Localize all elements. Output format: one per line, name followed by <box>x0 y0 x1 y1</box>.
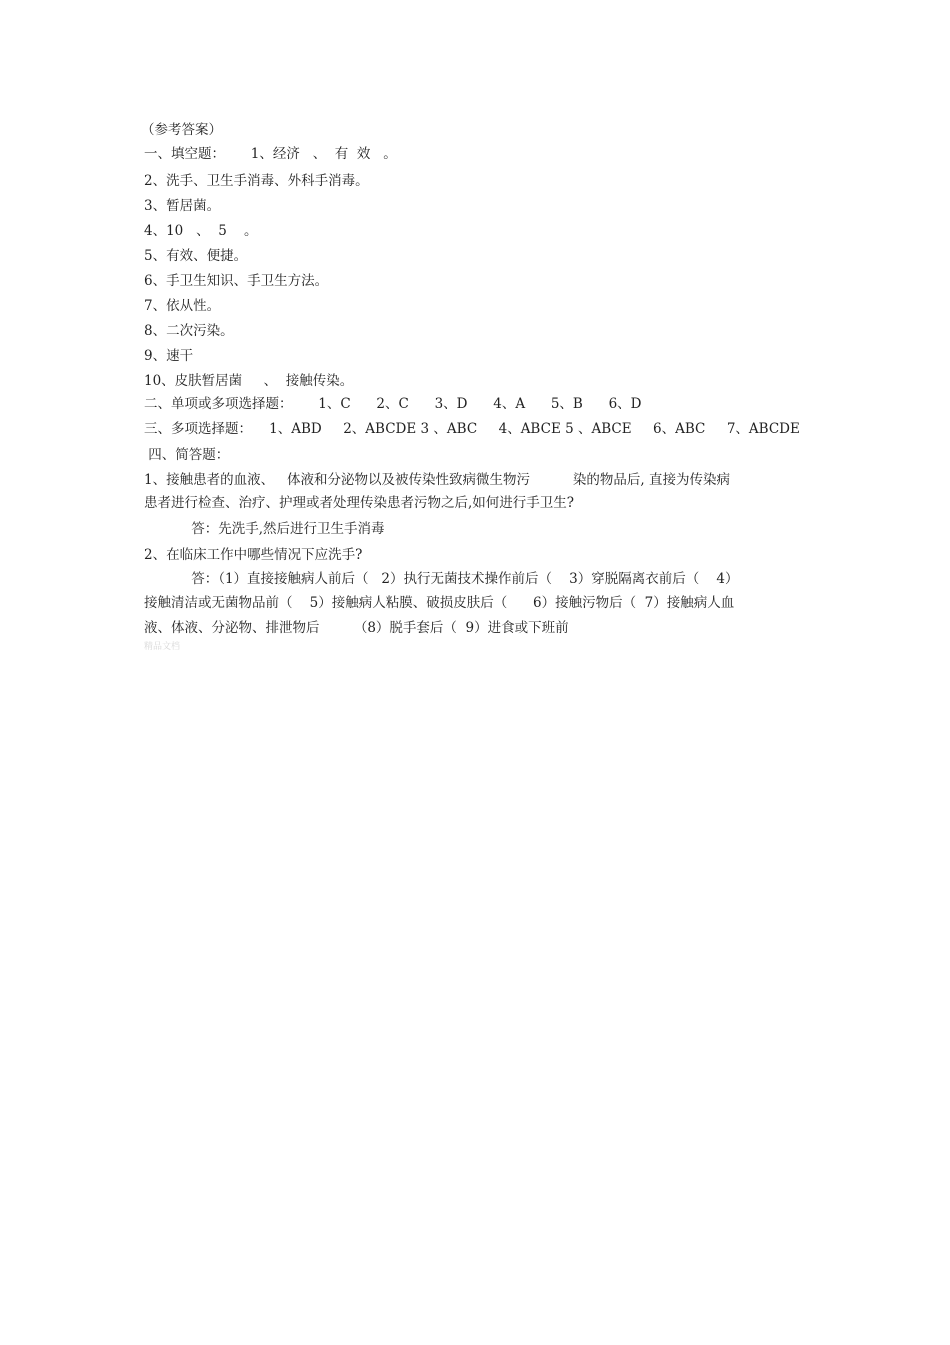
answer-line-4: 4、10 、 5 。 <box>144 223 258 239</box>
answer-2-line-1: 答：（1）直接接触病人前后（ 2）执行无菌技术操作前后（ 3）穿脱隔离衣前后（ 4） <box>144 571 739 587</box>
faint-footer-text: 精品文档 <box>144 642 181 652</box>
answer-2-line-2: 接触清洁或无菌物品前（ 5）接触病人粘膜、破损皮肤后（ 6）接触污物后（ 7）接触病人血 <box>144 595 735 611</box>
question-1-line-2: 患者进行检查、治疗、护理或者处理传染患者污物之后,如何进行手卫生? <box>144 495 575 511</box>
short-answer-heading: 四、简答题： <box>144 447 230 463</box>
answer-heading: （参考答案） <box>141 122 222 138</box>
answer-2-line-3: 液、体液、分泌物、排泄物后 （8）脱手套后（ 9）进食或下班前 <box>144 620 569 636</box>
answer-line-6: 6、手卫生知识、手卫生方法。 <box>144 273 329 289</box>
answer-line-8: 8、二次污染。 <box>144 323 234 339</box>
question-2: 2、在临床工作中哪些情况下应洗手? <box>144 547 363 563</box>
answer-1: 答：先洗手,然后进行卫生手消毒 <box>144 521 385 537</box>
answer-line-9: 9、速干 <box>144 348 194 364</box>
fill-blank-heading: 一、填空题： 1、经济 、 有 效 。 <box>144 146 397 162</box>
answer-line-2: 2、洗手、卫生手消毒、外科手消毒。 <box>144 173 369 189</box>
question-1-line-1: 1、接触患者的血液、 体液和分泌物以及被传染性致病微生物污 染的物品后, 直接为传染病 <box>144 472 730 488</box>
multi-choice-answers: 三、多项选择题： 1、ABD 2、ABCDE 3 、ABC 4、ABCE 5 、ABCE 6、ABC 7、ABCDE <box>144 421 800 437</box>
answer-line-10: 10、皮肤暂居菌 、 接触传染。 <box>144 373 354 389</box>
single-choice-answers: 二、单项或多项选择题： 1、C 2、C 3、D 4、A 5、B 6、D <box>144 396 642 412</box>
answer-line-5: 5、有效、便捷。 <box>144 248 248 264</box>
answer-line-7: 7、依从性。 <box>144 298 221 314</box>
answer-line-3: 3、暂居菌。 <box>144 198 221 214</box>
